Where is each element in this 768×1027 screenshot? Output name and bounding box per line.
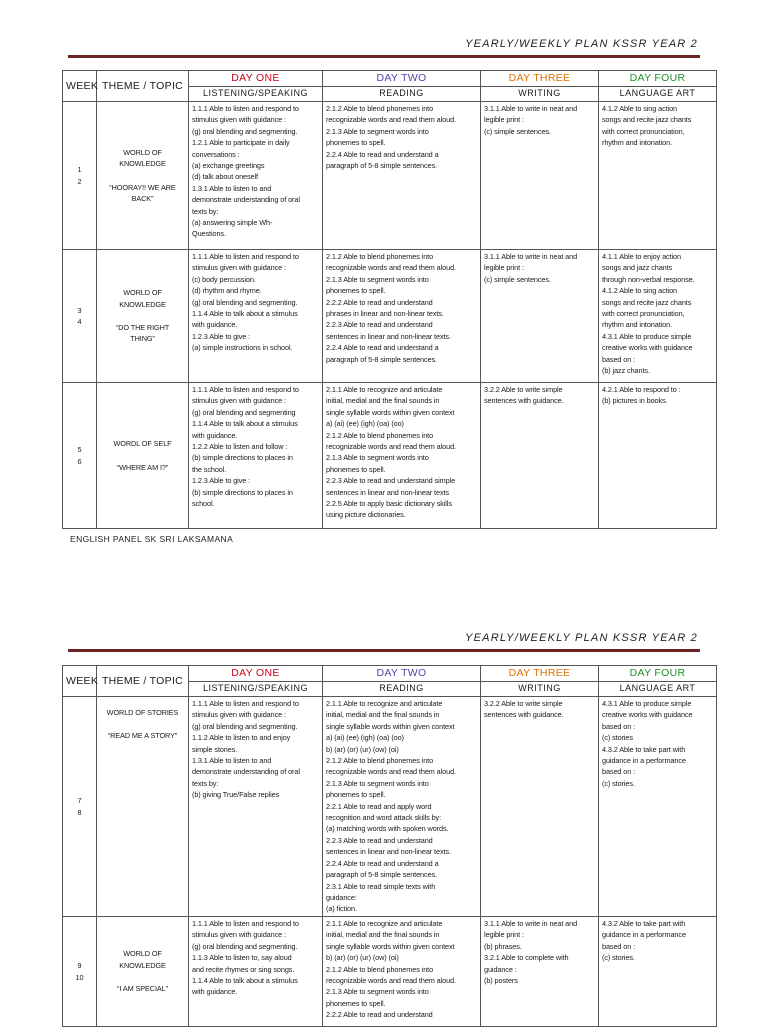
day-two-header: DAY TWO bbox=[323, 71, 481, 87]
day-four-cell: 4.3.1 Able to produce simple creative works with guidance based on : (c) stories 4.3.2 Able to take part with guidance in a performance based on : (c) stories. bbox=[599, 697, 717, 917]
day-four-header: DAY FOUR bbox=[599, 71, 717, 87]
day-two-cell: 2.1.1 Able to recognize and articulate initial, medial and the final sounds in single syllable words within given context a) (ai) (ee) (igh) (oa) (oo) 2.1.2 Able to blend phonemes into recognizable words and read them aloud. 2.1.3 Able to segment words into phonemes to spell. 2.2.3 Able to read and understand simple sentences in linear and non-linear texts 2.2.5 Able to apply basic dictionary skills using picture dictionaries. bbox=[323, 383, 481, 529]
theme-cell: WORLD OF STORIES “READ ME A STORY” bbox=[97, 697, 189, 917]
day-three-cell: 3.1.1 Able to write in neat and legible print : (c) simple sentences. bbox=[481, 102, 599, 250]
theme-cell: WORDL OF SELF “WHERE AM I?” bbox=[97, 383, 189, 529]
week-cell: 9 10 bbox=[63, 917, 97, 1027]
table-row bbox=[63, 383, 717, 529]
day-one-header: DAY ONE bbox=[189, 71, 323, 87]
theme-cell: WORLD OF KNOWLEDGE “I AM SPECIAL” bbox=[97, 917, 189, 1027]
week-cell: 5 6 bbox=[63, 383, 97, 529]
language-art-header: LANGUAGE ART bbox=[599, 682, 717, 697]
theme-cell: WORLD OF KNOWLEDGE “HOORAY!! WE ARE BACK” bbox=[97, 102, 189, 250]
day-four-header: DAY FOUR bbox=[599, 666, 717, 682]
day-four-cell: 4.1.2 Able to sing action songs and recite jazz chants with correct pronunciation, rhythm and intonation. bbox=[599, 102, 717, 250]
day-one-cell: 1.1.1 Able to listen and respond to stimulus given with guidance : (g) oral blending and segmenting. 1.1.3 Able to listen to, say aloud and recite rhymes or sing songs. 1.1.4 Able to talk about a stimulus with guidance. bbox=[189, 917, 323, 1027]
table-row bbox=[63, 917, 717, 1027]
day-one-cell: 1.1.1 Able to listen and respond to stimulus given with guidance : (g) oral blending and segmenting 1.1.4 Able to talk about a stimulus with guidance. 1.2.2 Able to listen and follow : (b) simple directions to places in the school. 1.2.3 Able to give : (b) simple directions to places in school. bbox=[189, 383, 323, 529]
day-three-cell: 3.2.2 Able to write simple sentences with guidance. bbox=[481, 383, 599, 529]
week-header: WEEK bbox=[63, 666, 97, 697]
theme-header: THEME / TOPIC bbox=[97, 71, 189, 102]
week-cell: 7 8 bbox=[63, 697, 97, 917]
plan-table-2 bbox=[62, 665, 717, 1027]
day-one-cell: 1.1.1 Able to listen and respond to stimulus given with guidance : (g) oral blending and segmenting. 1.2.1 Able to participate in daily conversations : (a) exchange greetings (d) talk about oneself 1.3.1 Able to listen to and demonstrate understanding of oral texts by: (a) answering simple Wh- Questions. bbox=[189, 102, 323, 250]
page-header: YEARLY/WEEKLY PLAN KSSR YEAR 2 bbox=[465, 38, 698, 50]
table-row bbox=[63, 697, 717, 917]
day-three-cell: 3.1.1 Able to write in neat and legible print : (b) phrases. 3.2.1 Able to complete with guidance : (b) posters bbox=[481, 917, 599, 1027]
reading-header: READING bbox=[323, 682, 481, 697]
day-two-header: DAY TWO bbox=[323, 666, 481, 682]
day-four-cell: 4.3.2 Able to take part with guidance in a performance based on : (c) stories. bbox=[599, 917, 717, 1027]
table-row bbox=[63, 102, 717, 250]
header-rule bbox=[68, 649, 700, 652]
day-three-cell: 3.1.1 Able to write in neat and legible print : (c) simple sentences. bbox=[481, 250, 599, 383]
listening-speaking-header: LISTENING/SPEAKING bbox=[189, 87, 323, 102]
day-two-cell: 2.1.1 Able to recognize and articulate initial, medial and the final sounds in single syllable words within given context a) (ai) (ee) (igh) (oa) (oo) b) (ar) (or) (ur) (ow) (oi) 2.1.2 Able to blend phonemes into recognizable words and read them aloud. 2.1.3 Able to segment words into phonemes to spell. 2.2.1 Able to read and apply word recognition and word attack skills by: (a) matching words with spoken words. 2.2.3 Able to read and understand sentences in linear and non-linear texts. 2.2.4 Able to read and understand a paragraph of 5-8 simple sentences. 2.3.1 Able to read simple texts with guidance: (a) fiction. bbox=[323, 697, 481, 917]
language-art-header: LANGUAGE ART bbox=[599, 87, 717, 102]
day-two-cell: 2.1.2 Able to blend phonemes into recognizable words and read them aloud. 2.1.3 Able to segment words into phonemes to spell. 2.2.4 Able to read and understand a paragraph of 5-8 simple sentences. bbox=[323, 102, 481, 250]
day-four-cell: 4.2.1 Able to respond to : (b) pictures in books. bbox=[599, 383, 717, 529]
day-two-cell: 2.1.1 Able to recognize and articulate initial, medial and the final sounds in single syllable words within given context b) (ar) (or) (ur) (ow) (oi) 2.1.2 Able to blend phonemes into recognizable words and read them aloud. 2.1.3 Able to segment words into phonemes to spell. 2.2.2 Able to read and understand bbox=[323, 917, 481, 1027]
week-cell: 1 2 bbox=[63, 102, 97, 250]
day-three-cell: 3.2.2 Able to write simple sentences with guidance. bbox=[481, 697, 599, 917]
day-one-header: DAY ONE bbox=[189, 666, 323, 682]
writing-header: WRITING bbox=[481, 682, 599, 697]
header-rule bbox=[68, 55, 700, 58]
day-four-cell: 4.1.1 Able to enjoy action songs and jazz chants through non-verbal response. 4.1.2 Able to sing action songs and recite jazz chants with correct pronunciation, rhythm and intonation. 4.3.1 Able to produce simple creative works with guidance based on : (b) jazz chants. bbox=[599, 250, 717, 383]
reading-header: READING bbox=[323, 87, 481, 102]
writing-header: WRITING bbox=[481, 87, 599, 102]
day-one-cell: 1.1.1 Able to listen and respond to stimulus given with guidance : (c) body percussion. (d) rhythm and rhyme. (g) oral blending and segmenting. 1.1.4 Able to talk about a stimulus with guidance. 1.2.3 Able to give : (a) simple instructions in school. bbox=[189, 250, 323, 383]
table-row bbox=[63, 250, 717, 383]
day-one-cell: 1.1.1 Able to listen and respond to stimulus given with guidance : (g) oral blending and segmenting. 1.1.2 Able to listen to and enjoy simple stories. 1.3.1 Able to listen to and demonstrate understanding of oral texts by: (b) giving True/False replies bbox=[189, 697, 323, 917]
theme-cell: WORLD OF KNOWLEDGE “DO THE RIGHT THING” bbox=[97, 250, 189, 383]
day-three-header: DAY THREE bbox=[481, 666, 599, 682]
page-header: YEARLY/WEEKLY PLAN KSSR YEAR 2 bbox=[465, 632, 698, 644]
listening-speaking-header: LISTENING/SPEAKING bbox=[189, 682, 323, 697]
day-three-header: DAY THREE bbox=[481, 71, 599, 87]
day-two-cell: 2.1.2 Able to blend phonemes into recognizable words and read them aloud. 2.1.3 Able to segment words into phonemes to spell. 2.2.2 Able to read and understand phrases in linear and non-linear texts. 2.2.3 Able to read and understand sentences in linear and non-linear texts. 2.2.4 Able to read and understand a paragraph of 5-8 simple sentences. bbox=[323, 250, 481, 383]
theme-header: THEME / TOPIC bbox=[97, 666, 189, 697]
plan-table-1 bbox=[62, 70, 717, 529]
week-header: WEEK bbox=[63, 71, 97, 102]
week-cell: 3 4 bbox=[63, 250, 97, 383]
footer-note: ENGLISH PANEL SK SRI LAKSAMANA bbox=[70, 534, 234, 544]
